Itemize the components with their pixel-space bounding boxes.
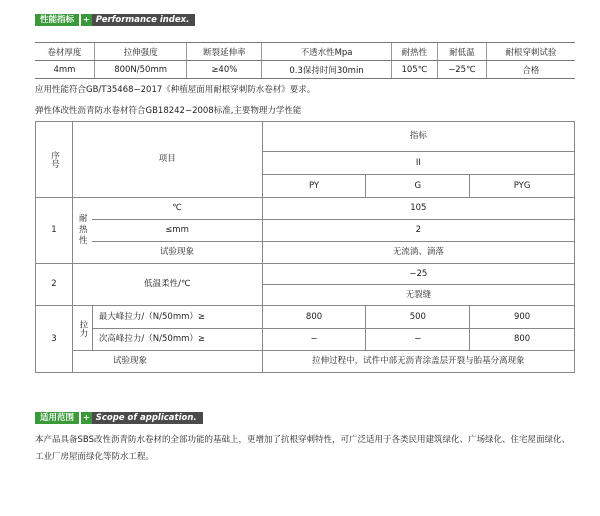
value-cell: 500 <box>366 306 470 329</box>
header-cell: 卷材厚度 <box>35 43 94 61</box>
table-header-row <box>35 43 575 61</box>
standard-note: 应用性能符合GB/T35468−2017《种植屋面用耐根穿刺防水卷材》要求。 <box>35 85 316 95</box>
header-cell: 不透水性Mpa <box>262 43 392 61</box>
item-heat-resistance: 耐热性 <box>72 198 92 264</box>
label-cell: 次高峰拉力/（N/50mm）≥ <box>92 329 262 351</box>
col-header-py: PY <box>262 175 366 198</box>
section-title-cn: 性能指标 <box>35 14 79 26</box>
seq-header: 序号 <box>36 122 73 198</box>
unit-cell: ≤mm <box>92 220 262 242</box>
value-cell: 2 <box>262 220 574 242</box>
value-cell: 105℃ <box>391 61 437 79</box>
value-cell: 900 <box>470 306 575 329</box>
scope-paragraph: 本产品具备SBS改性沥青防水卷材的全部功能的基础上，更增加了抗根穿刺特性，可广泛适用于各类民用建筑绿化、广场绿化、住宅屋面绿化、工业厂房屋面绿化等防水工程。 <box>35 435 570 462</box>
property-table <box>35 121 575 373</box>
value-cell: 0.3保持时间30min <box>262 61 392 79</box>
value-cell: − <box>262 329 366 351</box>
value-cell: 4mm <box>35 61 94 79</box>
grade-cell: II <box>262 152 574 175</box>
group-tensile: 拉力 <box>72 306 92 351</box>
section-header-performance <box>35 14 195 26</box>
unit-cell: ℃ <box>92 198 262 220</box>
value-cell: 800 <box>262 306 366 329</box>
item-low-temp-flex: 低温柔性/℃ <box>72 264 262 306</box>
table-row <box>35 61 575 79</box>
section-title-en: Scope of application. <box>92 412 203 424</box>
header-cell: 耐根穿刺试验 <box>486 43 575 61</box>
header-cell: 拉伸强度 <box>94 43 187 61</box>
label-cell: 试验现象 <box>72 351 262 373</box>
plus-icon: + <box>83 413 90 422</box>
seq-cell: 2 <box>36 264 73 306</box>
item-header: 项目 <box>72 122 262 198</box>
value-cell: 拉伸过程中，试件中部无沥青涂盖层开裂与胎基分离现象 <box>262 351 574 373</box>
label-cell: 最大峰拉力/（N/50mm）≥ <box>92 306 262 329</box>
index-header: 指标 <box>262 122 574 152</box>
value-cell: 无裂缝 <box>262 285 574 306</box>
header-cell: 断裂延伸率 <box>187 43 262 61</box>
header-cell: 耐低温 <box>437 43 486 61</box>
property-note: 弹性体改性沥青防水卷材符合GB18242−2008标准,主要物理力学性能 <box>35 106 302 116</box>
value-cell: 105 <box>262 198 574 220</box>
value-cell: 无流淌、滴落 <box>262 242 574 264</box>
seq-cell: 1 <box>36 198 73 264</box>
section-header-scope <box>35 412 203 424</box>
col-header-pyg: PYG <box>470 175 575 198</box>
value-cell: 800 <box>470 329 575 351</box>
section-title-en: Performance index. <box>92 14 196 26</box>
value-cell: ≥40% <box>187 61 262 79</box>
value-cell: 800N/50mm <box>94 61 187 79</box>
label-cell: 试验现象 <box>92 242 262 264</box>
value-cell: −25 <box>262 264 574 285</box>
section-title-cn: 适用范围 <box>35 412 79 424</box>
value-cell: −25℃ <box>437 61 486 79</box>
value-cell: 合格 <box>486 61 575 79</box>
performance-table <box>35 42 575 79</box>
col-header-g: G <box>366 175 470 198</box>
header-cell: 耐热性 <box>391 43 437 61</box>
value-cell: − <box>366 329 470 351</box>
plus-icon: + <box>83 15 90 24</box>
seq-cell: 3 <box>36 306 73 373</box>
